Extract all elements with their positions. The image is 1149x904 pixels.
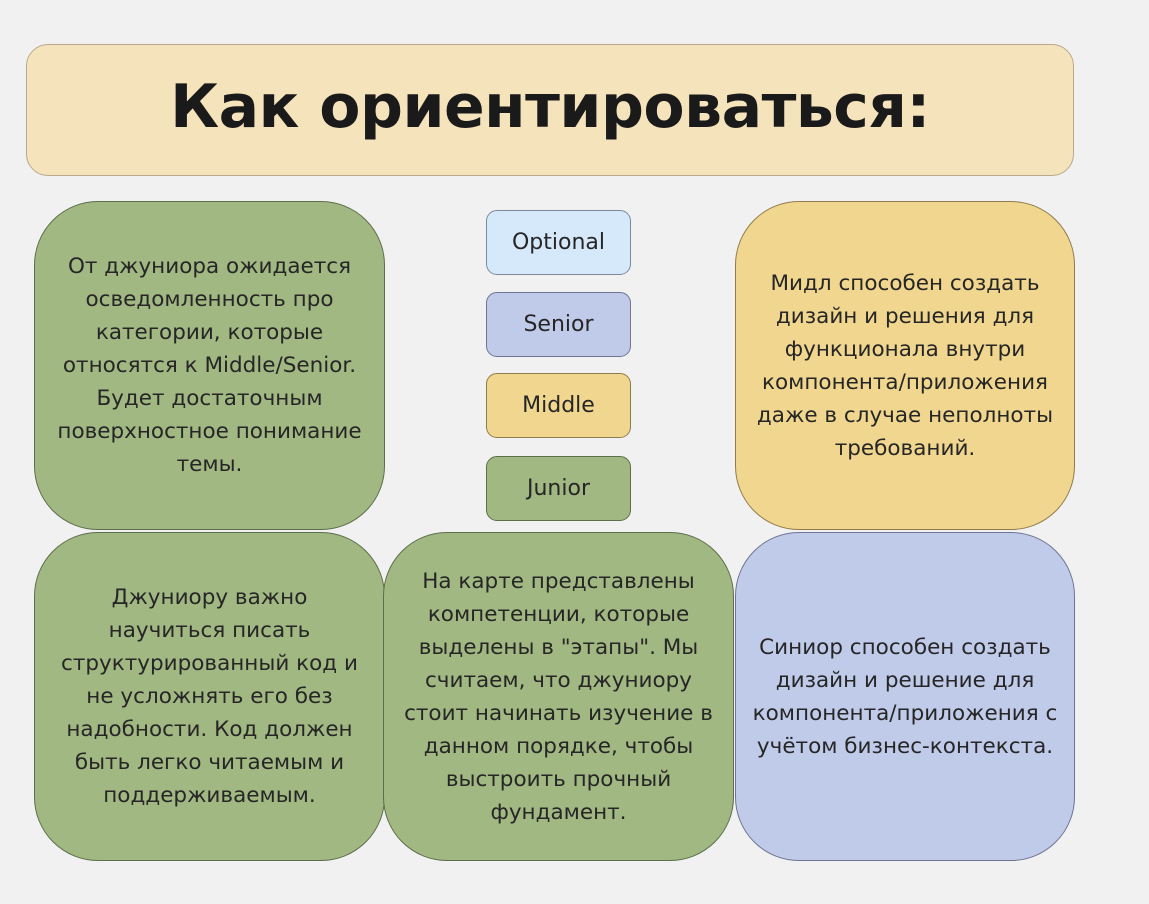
card-junior-code-text: Джуниору важно научиться писать структурированный код и не усложнять его без надобности. Код должен быть легко читаемым и поддерживаемым. bbox=[61, 585, 358, 808]
card-junior-awareness-text: От джуниора ожидается осведомленность про категории, которые относятся к Middle/Senior. Будет достаточным поверхностное понимание темы. bbox=[57, 254, 362, 477]
legend-senior: Senior bbox=[486, 292, 631, 357]
card-senior-text: Синиор способен создать дизайн и решение для компонента/приложения с учётом бизнес-контекста. bbox=[752, 634, 1058, 759]
card-junior-awareness bbox=[34, 201, 385, 530]
page-title: Как ориентироваться: bbox=[170, 72, 930, 142]
card-middle bbox=[735, 201, 1075, 530]
legend-middle: Middle bbox=[486, 373, 631, 438]
card-map-info bbox=[383, 532, 734, 861]
card-middle-text: Мидл способен создать дизайн и решения для функционала внутри компонента/приложения даже в случае неполноты требований. bbox=[756, 270, 1054, 461]
card-junior-code bbox=[34, 532, 385, 861]
legend-junior: Junior bbox=[486, 456, 631, 521]
legend-optional: Optional bbox=[486, 210, 631, 275]
card-senior bbox=[735, 532, 1075, 861]
title-banner bbox=[26, 44, 1074, 176]
card-map-info-text: На карте представлены компетенции, которые выделены в "этапы". Мы считаем, что джуниору стоит начинать изучение в данном порядке, чтобы выстроить прочный фундамент. bbox=[404, 568, 713, 825]
